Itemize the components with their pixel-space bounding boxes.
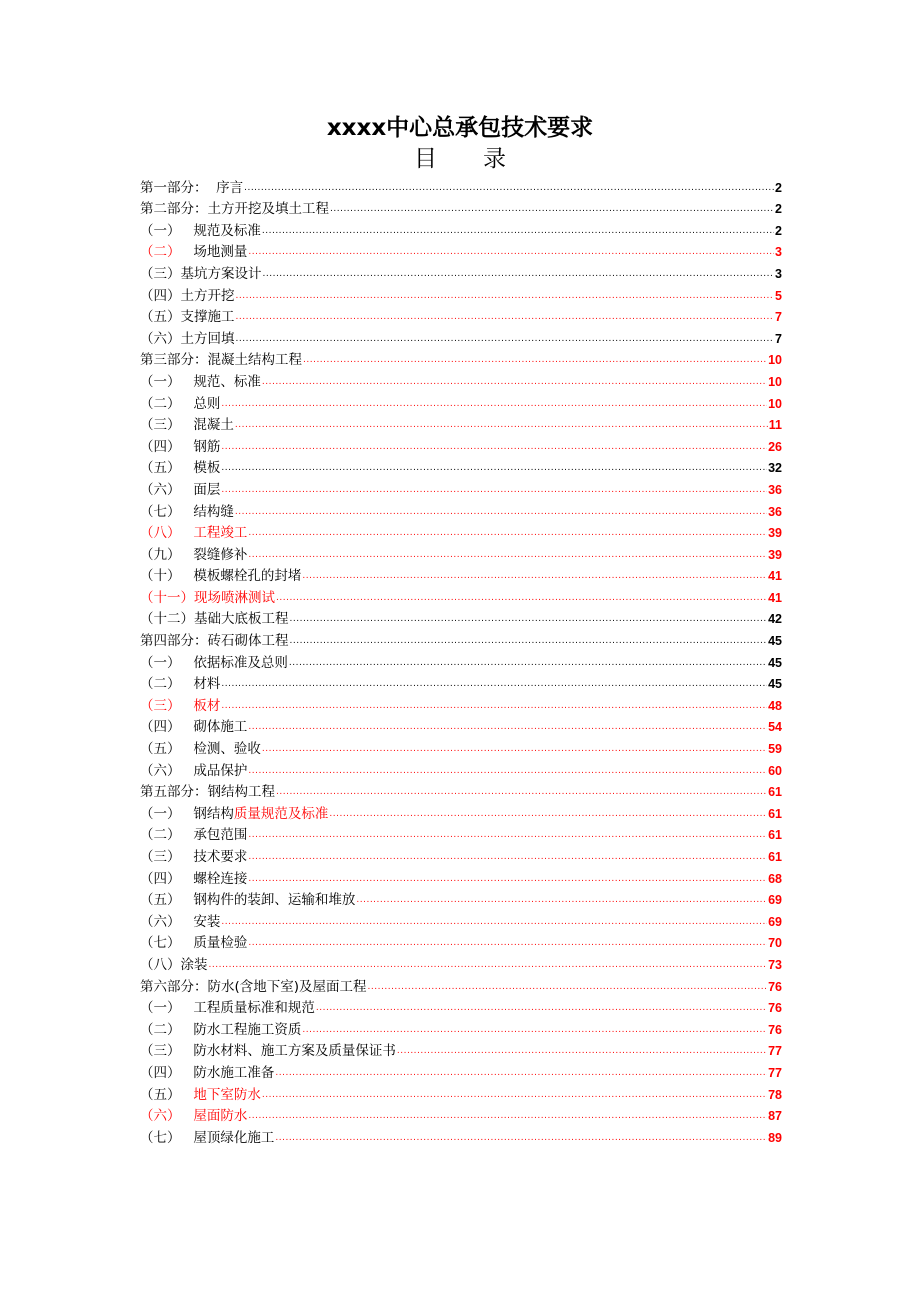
toc-page-number: 26 xyxy=(768,439,782,454)
toc-dot-leader xyxy=(302,570,767,582)
toc-entry-label xyxy=(140,590,275,607)
toc-entry-text: （十二）基础大底板工程 xyxy=(140,611,289,628)
toc-entry-label xyxy=(140,914,220,931)
toc-page-number: 76 xyxy=(768,1001,782,1016)
toc-dot-leader xyxy=(262,743,767,755)
toc-entry[interactable] xyxy=(140,736,782,758)
toc-dot-leader xyxy=(221,398,767,410)
toc-dot-leader xyxy=(303,354,767,366)
toc-page-number: 73 xyxy=(768,957,782,972)
toc-page-number: 69 xyxy=(768,893,782,908)
toc-page-number: 7 xyxy=(775,310,782,325)
toc-entry-text: （二） 材料 xyxy=(140,676,221,693)
toc-entry-label xyxy=(140,568,301,585)
toc-entry[interactable] xyxy=(140,240,782,262)
toc-dot-leader xyxy=(356,894,767,906)
toc-entry-label xyxy=(140,374,261,391)
toc-page-number: 77 xyxy=(768,1065,782,1080)
toc-dot-leader xyxy=(248,527,767,539)
toc-entry-text: 第四部分：砖石砌体工程 xyxy=(140,633,289,650)
toc-entry-label xyxy=(140,352,302,369)
toc-dot-leader xyxy=(316,1002,767,1014)
toc-entry[interactable] xyxy=(140,866,782,888)
toc-page-number: 89 xyxy=(768,1130,782,1145)
toc-dot-leader xyxy=(368,981,768,993)
toc-page-number: 60 xyxy=(768,763,782,778)
toc-page-number: 2 xyxy=(775,223,782,238)
toc-page-number: 10 xyxy=(768,374,782,389)
toc-page-number: 45 xyxy=(768,634,782,649)
toc-entry-label xyxy=(140,655,288,672)
toc-entry-label xyxy=(140,396,220,413)
toc-page-number: 61 xyxy=(768,806,782,821)
toc-entry[interactable] xyxy=(140,1104,782,1126)
toc-entry-text: （四） 砌体施工 xyxy=(140,719,248,736)
toc-page-number: 68 xyxy=(768,871,782,886)
toc-entry-text: （三） 混凝土 xyxy=(140,417,234,434)
toc-entry[interactable] xyxy=(140,326,782,348)
toc-dot-leader xyxy=(221,700,767,712)
toc-entry-label xyxy=(140,827,247,844)
toc-entry[interactable] xyxy=(140,823,782,845)
toc-entry[interactable] xyxy=(140,542,782,564)
toc-entry[interactable] xyxy=(140,283,782,305)
toc-dot-leader xyxy=(248,851,767,863)
toc-dot-leader xyxy=(235,419,768,431)
toc-entry-text: （五）支撑施工 xyxy=(140,309,235,326)
toc-entry-text: （八）涂装 xyxy=(140,956,208,973)
toc-entry-text: 质量规范及标准 xyxy=(233,805,329,822)
toc-dot-leader xyxy=(221,916,767,928)
toc-dot-leader xyxy=(262,1089,767,1101)
toc-entry-label xyxy=(140,806,328,823)
toc-dot-leader xyxy=(236,311,775,323)
toc-dot-leader xyxy=(248,873,767,885)
toc-entry-text: （二） 防水工程施工资质 xyxy=(140,1021,302,1038)
toc-entry[interactable] xyxy=(140,844,782,866)
toc-entry-label xyxy=(140,611,289,628)
toc-entry-text: （九） 裂缝修补 xyxy=(140,546,248,563)
toc-entry[interactable] xyxy=(140,197,782,219)
toc-entry[interactable] xyxy=(140,931,782,953)
toc-page-number: 36 xyxy=(768,482,782,497)
toc-entry[interactable] xyxy=(140,521,782,543)
toc-entry-text: （七） 屋顶绿化施工 xyxy=(140,1129,275,1146)
toc-entry[interactable] xyxy=(140,218,782,240)
toc-page-number: 48 xyxy=(768,698,782,713)
toc-entry-text: 第五部分：钢结构工程 xyxy=(140,784,275,801)
toc-dot-leader xyxy=(236,333,775,345)
toc-entry-text: （六） xyxy=(140,1108,181,1125)
toc-page-number: 69 xyxy=(768,914,782,929)
toc-entry-text: （三） 技术要求 xyxy=(140,849,248,865)
toc-entry[interactable] xyxy=(140,888,782,910)
toc-entry[interactable] xyxy=(140,585,782,607)
toc-entry-text: （二） xyxy=(140,244,181,261)
toc-entry[interactable] xyxy=(140,305,782,327)
toc-entry[interactable] xyxy=(140,1125,782,1147)
toc-dot-leader xyxy=(262,376,767,388)
toc-entry-text: （一） 依据标准及总则 xyxy=(140,654,288,671)
toc-entry-text: 地下室防水 xyxy=(193,1086,261,1103)
toc-entry-label xyxy=(140,417,234,434)
toc-entry-text: （三） 板材 xyxy=(140,697,221,714)
toc-dot-leader xyxy=(221,484,767,496)
toc-dot-leader xyxy=(275,1132,767,1144)
toc-entry-text: 第六部分：防水(含地下室)及屋面工程 xyxy=(140,978,367,995)
toc-entry-text: 第一部分： 序言 xyxy=(140,179,244,196)
toc-entry-text: （十） 模板螺栓孔的封堵 xyxy=(140,568,302,585)
toc-entry[interactable] xyxy=(140,369,782,391)
toc-entry[interactable] xyxy=(140,758,782,780)
toc-page-number: 54 xyxy=(768,720,782,735)
toc-entry-label xyxy=(140,719,247,736)
toc-page-number: 41 xyxy=(768,569,782,584)
toc-page-number: 42 xyxy=(768,612,782,627)
toc-entry-text xyxy=(181,1108,194,1124)
toc-dot-leader xyxy=(209,959,768,971)
toc-entry[interactable] xyxy=(140,499,782,521)
toc-dot-leader xyxy=(236,290,775,302)
toc-entry-label xyxy=(140,1087,261,1104)
toc-page-number: 32 xyxy=(768,461,782,476)
toc-page-number: 3 xyxy=(775,266,782,281)
toc-entry-label xyxy=(140,1043,396,1060)
toc-dot-leader xyxy=(397,1045,767,1057)
toc-dot-leader xyxy=(221,462,767,474)
toc-entry-text: （一） 工程质量标准和规范 xyxy=(140,1000,315,1017)
toc-entry[interactable] xyxy=(140,391,782,413)
toc-entry-text: （五） 模板 xyxy=(140,460,221,477)
toc-dot-leader xyxy=(262,225,774,237)
toc-entry-label xyxy=(140,180,243,197)
toc-dot-leader xyxy=(276,786,767,798)
toc-entry-text: （四） 钢筋 xyxy=(140,438,221,455)
toc-dot-leader xyxy=(248,1110,767,1122)
toc-entry[interactable] xyxy=(140,672,782,694)
toc-entry-text: （三）基坑方案设计 xyxy=(140,265,262,282)
toc-dot-leader xyxy=(330,203,774,215)
table-of-contents xyxy=(140,175,782,1147)
toc-entry-label xyxy=(140,504,234,521)
toc-page-number: 70 xyxy=(768,936,782,951)
toc-entry[interactable] xyxy=(140,477,782,499)
toc-heading: 目 录 xyxy=(414,146,506,172)
toc-entry-label xyxy=(140,482,220,499)
toc-entry-text: （三） 防水材料、施工方案及质量保证书 xyxy=(140,1043,396,1060)
toc-page-number: 59 xyxy=(768,742,782,757)
toc-dot-leader xyxy=(248,721,767,733)
toc-entry-label xyxy=(140,979,367,996)
toc-entry-text: 屋面防水 xyxy=(193,1108,248,1125)
toc-entry[interactable] xyxy=(140,607,782,629)
toc-entry-text: （一） 钢结构 xyxy=(140,805,234,822)
toc-entry[interactable] xyxy=(140,715,782,737)
toc-dot-leader xyxy=(276,592,767,604)
toc-entry-label xyxy=(140,439,220,456)
toc-entry-text: （二） 总则 xyxy=(140,395,221,412)
toc-entry[interactable] xyxy=(140,909,782,931)
toc-entry[interactable] xyxy=(140,1060,782,1082)
toc-entry-text: （二） 承包范围 xyxy=(140,827,248,844)
toc-entry-text: （十一）现场喷淋测试 xyxy=(140,589,275,606)
toc-page-number: 45 xyxy=(768,677,782,692)
toc-entry-text: （六） 成品保护 xyxy=(140,762,248,779)
toc-entry[interactable] xyxy=(140,348,782,370)
toc-entry-text: （五） 检测、验收 xyxy=(140,741,261,758)
toc-dot-leader xyxy=(248,829,767,841)
toc-page-number: 87 xyxy=(768,1109,782,1124)
toc-page-number: 61 xyxy=(768,850,782,864)
toc-dot-leader xyxy=(275,1067,767,1079)
toc-entry-label xyxy=(140,244,247,261)
toc-entry-label xyxy=(140,266,262,283)
toc-page-number: 77 xyxy=(768,1044,782,1059)
toc-entry-text: （一） 规范、标准 xyxy=(140,373,261,390)
document-title: xxxx中心总承包技术要求 xyxy=(326,115,594,141)
toc-entry[interactable] xyxy=(140,1039,782,1061)
toc-dot-leader xyxy=(289,657,767,669)
toc-entry-label xyxy=(140,698,220,715)
toc-entry-label xyxy=(140,935,247,952)
toc-entry-label xyxy=(140,331,235,348)
toc-entry[interactable] xyxy=(140,780,782,802)
toc-page-number: 5 xyxy=(775,288,782,303)
toc-page-number: 10 xyxy=(768,396,782,411)
toc-page-number: 39 xyxy=(768,526,782,541)
toc-page-number: 2 xyxy=(775,180,782,195)
toc-entry-text: （六） 面层 xyxy=(140,481,221,498)
toc-entry[interactable] xyxy=(140,456,782,478)
toc-entry[interactable] xyxy=(140,952,782,974)
toc-entry-label xyxy=(140,849,247,866)
toc-entry-label xyxy=(140,1130,274,1147)
toc-dot-leader xyxy=(248,246,774,258)
toc-entry[interactable] xyxy=(140,974,782,996)
toc-entry-label xyxy=(140,1108,247,1125)
toc-dot-leader xyxy=(290,635,768,647)
toc-entry[interactable] xyxy=(140,650,782,672)
toc-dot-leader xyxy=(221,441,767,453)
toc-entry-label xyxy=(140,288,235,305)
toc-entry-text: （四）土方开挖 xyxy=(140,287,235,304)
toc-entry-text: （四） 防水施工准备 xyxy=(140,1064,275,1081)
toc-entry-text: （七） 结构缝 xyxy=(140,503,234,520)
toc-page-number: 10 xyxy=(768,353,782,368)
toc-page-number: 61 xyxy=(768,785,782,800)
toc-page-number: 7 xyxy=(775,331,782,346)
toc-entry-label xyxy=(140,460,220,477)
toc-dot-leader xyxy=(248,765,767,777)
toc-page-number: 61 xyxy=(768,828,782,843)
toc-entry[interactable] xyxy=(140,175,782,197)
toc-entry-label xyxy=(140,547,247,564)
toc-page-number: 39 xyxy=(768,547,782,562)
toc-page-number: 45 xyxy=(768,655,782,670)
toc-page-number: 41 xyxy=(768,590,782,605)
toc-entry-label xyxy=(140,676,220,693)
toc-dot-leader xyxy=(248,937,767,949)
toc-entry-text: （五） xyxy=(140,1086,194,1103)
toc-page-number: 76 xyxy=(768,979,782,994)
toc-entry-text: 第三部分：混凝土结构工程 xyxy=(140,352,302,369)
toc-page-number: 3 xyxy=(775,245,782,260)
toc-entry-label xyxy=(140,741,261,758)
toc-page-number: 11 xyxy=(768,418,782,433)
toc-entry-label xyxy=(140,1065,274,1082)
toc-entry[interactable] xyxy=(140,413,782,435)
toc-entry-label xyxy=(140,784,275,801)
toc-dot-leader xyxy=(302,1024,767,1036)
toc-dot-leader xyxy=(263,268,775,280)
toc-dot-leader xyxy=(290,613,768,625)
toc-entry[interactable] xyxy=(140,693,782,715)
toc-entry[interactable] xyxy=(140,628,782,650)
toc-entry-label xyxy=(140,525,247,542)
toc-entry[interactable] xyxy=(140,564,782,586)
toc-entry[interactable] xyxy=(140,261,782,283)
toc-entry-label xyxy=(140,871,247,888)
toc-entry-label xyxy=(140,201,329,218)
toc-dot-leader xyxy=(221,678,767,690)
toc-entry-text: （八） 工程竣工 xyxy=(140,525,248,542)
toc-page-number: 76 xyxy=(768,1022,782,1037)
toc-entry-label xyxy=(140,957,208,974)
toc-dot-leader xyxy=(329,808,767,820)
toc-entry[interactable] xyxy=(140,996,782,1018)
toc-entry-label xyxy=(140,309,235,326)
toc-entry[interactable] xyxy=(140,1017,782,1039)
toc-entry-label xyxy=(140,1000,315,1017)
toc-entry-label xyxy=(140,1022,301,1039)
toc-entry-text: （五） 钢构件的装卸、运输和堆放 xyxy=(140,892,356,909)
toc-entry-text: （四） 螺栓连接 xyxy=(140,870,248,887)
toc-dot-leader xyxy=(244,182,774,194)
toc-entry-text: （一） 规范及标准 xyxy=(140,222,261,239)
toc-entry[interactable] xyxy=(140,1082,782,1104)
toc-entry-text: （七） 质量检验 xyxy=(140,935,248,952)
toc-page-number: 2 xyxy=(775,202,782,217)
toc-entry[interactable] xyxy=(140,801,782,823)
toc-entry-label xyxy=(140,892,355,909)
toc-entry-text: 场地测量 xyxy=(180,244,248,261)
toc-entry-text: （六）土方回填 xyxy=(140,330,235,347)
toc-entry-label xyxy=(140,223,261,240)
toc-page-number: 78 xyxy=(768,1087,782,1102)
toc-dot-leader xyxy=(235,506,767,518)
toc-entry-label xyxy=(140,633,289,650)
toc-entry[interactable] xyxy=(140,434,782,456)
toc-entry-text: 第二部分：土方开挖及填土工程 xyxy=(140,201,329,218)
toc-entry-label xyxy=(140,763,247,780)
toc-page-number: 36 xyxy=(768,504,782,519)
toc-entry-text: （六） 安装 xyxy=(140,913,221,930)
toc-dot-leader xyxy=(248,549,767,561)
